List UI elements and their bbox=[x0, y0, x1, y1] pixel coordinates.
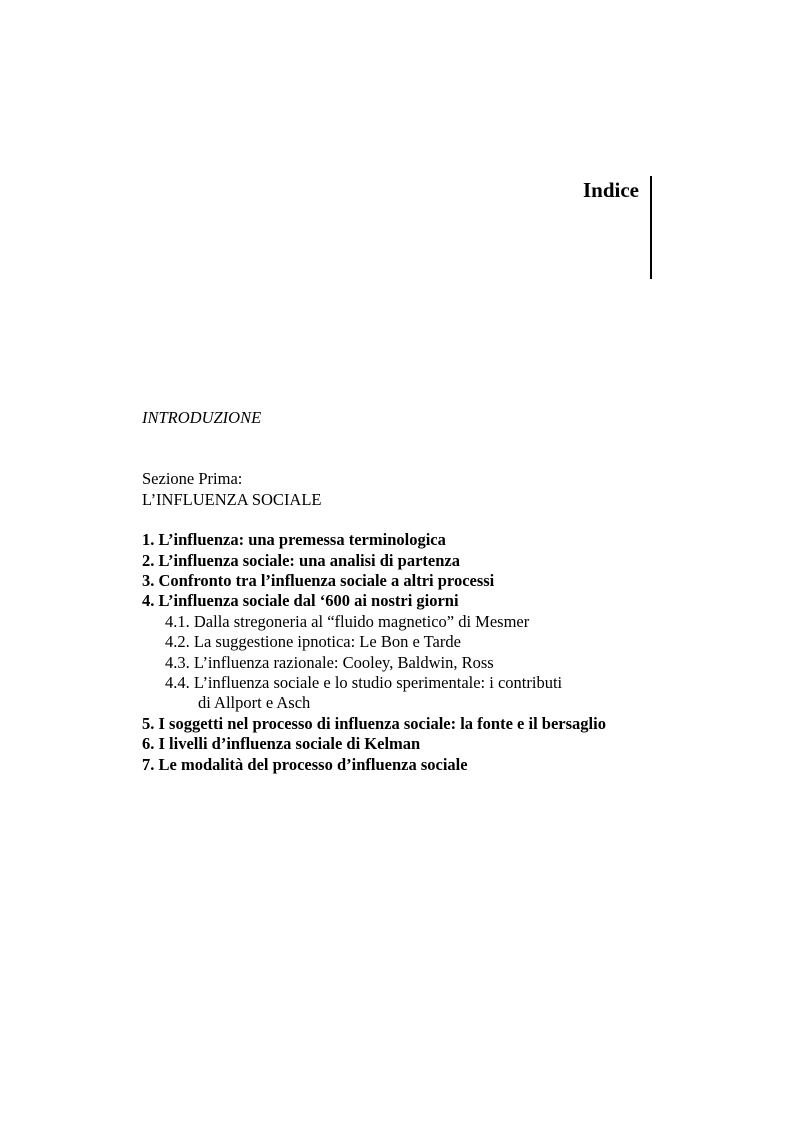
section-label: Sezione Prima: bbox=[142, 469, 243, 489]
toc-subchapter-4-2[interactable]: 4.2. La suggestione ipnotica: Le Bon e Tarde bbox=[165, 632, 461, 652]
toc-chapter-6[interactable]: 6. I livelli d’influenza sociale di Kelman bbox=[142, 734, 421, 754]
toc-subchapter-4-4-continuation: di Allport e Asch bbox=[198, 693, 311, 713]
toc-chapter-3[interactable]: 3. Confronto tra l’influenza sociale a altri processi bbox=[142, 571, 495, 591]
toc-introduction[interactable]: INTRODUZIONE bbox=[142, 408, 262, 427]
title-vertical-rule bbox=[650, 176, 652, 279]
section-title: L’INFLUENZA SOCIALE bbox=[142, 489, 322, 509]
toc-subchapter-4-1[interactable]: 4.1. Dalla stregoneria al “fluido magnetico” di Mesmer bbox=[165, 611, 530, 631]
toc-subchapter-4-4-label: 4.4. L’influenza sociale e lo studio sperimentale: i contributi bbox=[165, 673, 563, 693]
toc-subchapter-4-4[interactable] bbox=[142, 673, 702, 714]
toc-chapter-2[interactable]: 2. L’influenza sociale: una analisi di partenza bbox=[142, 550, 460, 570]
toc-chapter-1[interactable]: 1. L’influenza: una premessa terminologica bbox=[142, 530, 446, 550]
table-of-contents bbox=[142, 408, 702, 775]
toc-chapter-4[interactable]: 4. L’influenza sociale dal ‘600 ai nostri giorni bbox=[142, 591, 459, 611]
page-title: Indice bbox=[582, 178, 639, 202]
toc-subchapter-4-3[interactable]: 4.3. L’influenza razionale: Cooley, Baldwin, Ross bbox=[165, 652, 494, 672]
toc-chapter-7[interactable]: 7. Le modalità del processo d’influenza sociale bbox=[142, 754, 468, 774]
toc-chapter-5[interactable]: 5. I soggetti nel processo di influenza sociale: la fonte e il bersaglio bbox=[142, 713, 606, 733]
chapter-list bbox=[142, 530, 702, 775]
